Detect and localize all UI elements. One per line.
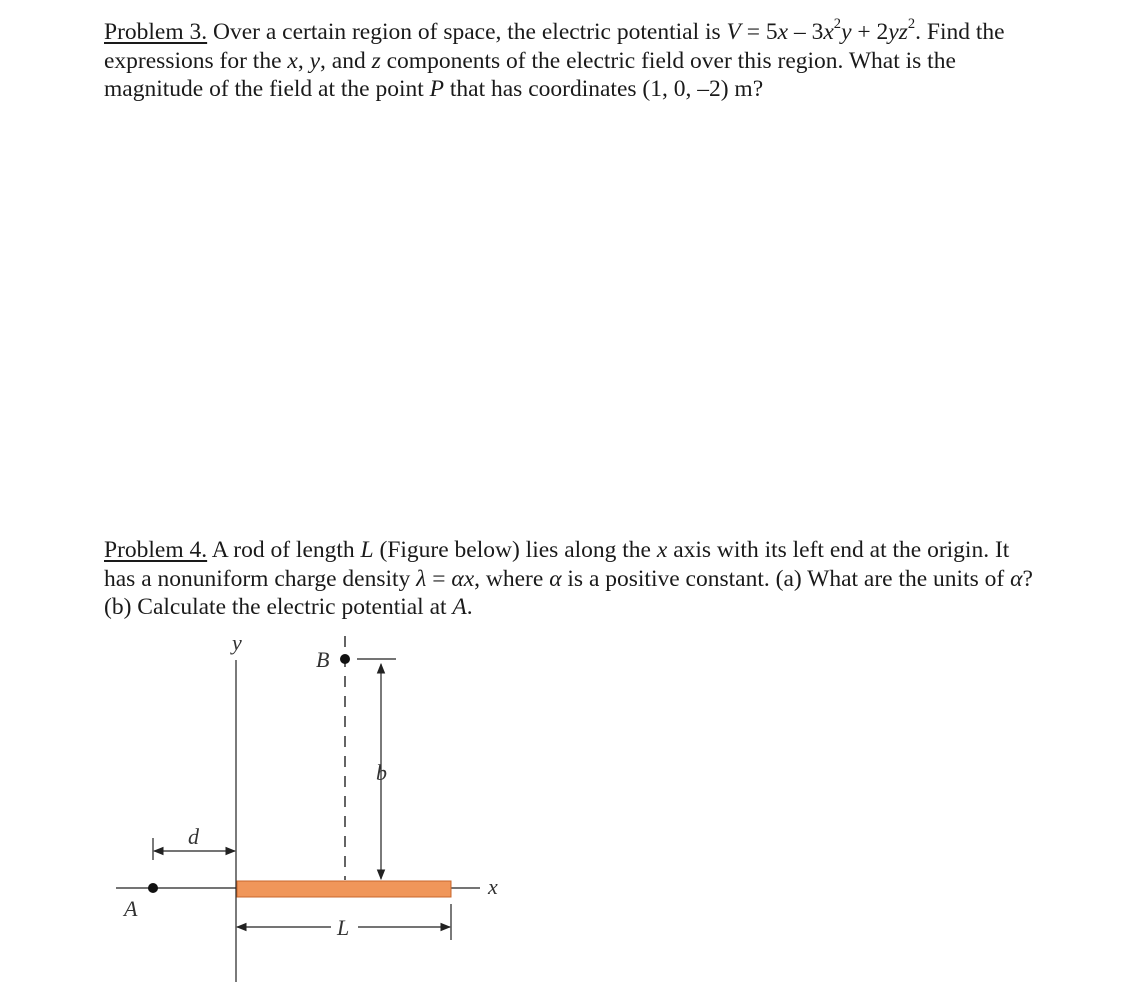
label-x: x xyxy=(488,874,498,899)
p4-text: axis with its left end at the origin. It has a nonuniform charge density xyxy=(104,537,1010,592)
p3-text: . Find the expressions for the xyxy=(104,19,1005,74)
charged-rod xyxy=(237,881,451,897)
p4-var: A xyxy=(452,594,467,620)
label-b: b xyxy=(376,760,387,785)
p4-text: . xyxy=(466,594,473,620)
p3-exponent: 2 xyxy=(907,16,916,33)
p3-var: x xyxy=(777,19,789,45)
label-d: d xyxy=(188,824,199,849)
p4-text: = xyxy=(426,565,452,592)
point-B xyxy=(340,654,350,664)
label-B: B xyxy=(316,647,330,672)
label-L: L xyxy=(337,915,350,940)
p3-text: , xyxy=(297,47,310,74)
p4-text: , where xyxy=(474,565,550,592)
p3-text: + 2 xyxy=(851,19,889,45)
rod-figure xyxy=(0,620,560,990)
p3-text: components of the electric field over this region. What is the magnitude of the field at the point xyxy=(104,47,956,102)
label-A: A xyxy=(124,896,138,921)
p3-var: y xyxy=(888,19,899,45)
label-y: y xyxy=(232,630,242,655)
p4-var: x xyxy=(656,537,668,563)
p3-var: z xyxy=(898,19,908,45)
problem-4-heading: Problem 4. xyxy=(104,537,208,563)
p4-var: α xyxy=(1010,565,1023,592)
p3-text: – 3 xyxy=(788,19,824,45)
p3-var: y xyxy=(841,19,852,45)
p4-var: λ xyxy=(416,565,427,592)
p4-var: L xyxy=(360,537,374,563)
p3-text: Over a certain region of space, the electric potential is xyxy=(207,19,727,45)
p3-var: z xyxy=(371,47,381,74)
p3-var: x xyxy=(823,19,834,45)
p3-var: V xyxy=(726,19,741,45)
p3-var: P xyxy=(429,76,445,102)
p3-text: that has coordinates (1, 0, –2) m? xyxy=(444,76,764,102)
p4-text: A rod of length xyxy=(207,537,361,563)
p3-text: , and xyxy=(320,47,372,74)
problem-3-text xyxy=(104,18,1044,104)
point-A xyxy=(148,883,158,893)
problem-4-text xyxy=(104,536,1044,622)
p4-var: α xyxy=(549,565,562,592)
p4-var: αx xyxy=(451,565,475,592)
p4-text: ? (b) Calculate the electric potential at xyxy=(104,565,1033,620)
p4-text: (Figure below) lies along the xyxy=(373,537,657,563)
p3-text: = 5 xyxy=(740,19,778,45)
problem-3-heading: Problem 3. xyxy=(104,19,208,45)
p4-text: is a positive constant. (a) What are the units of xyxy=(561,565,1011,592)
p3-var: x xyxy=(287,47,298,74)
p3-var: y xyxy=(309,47,321,74)
p3-exponent: 2 xyxy=(833,16,842,33)
